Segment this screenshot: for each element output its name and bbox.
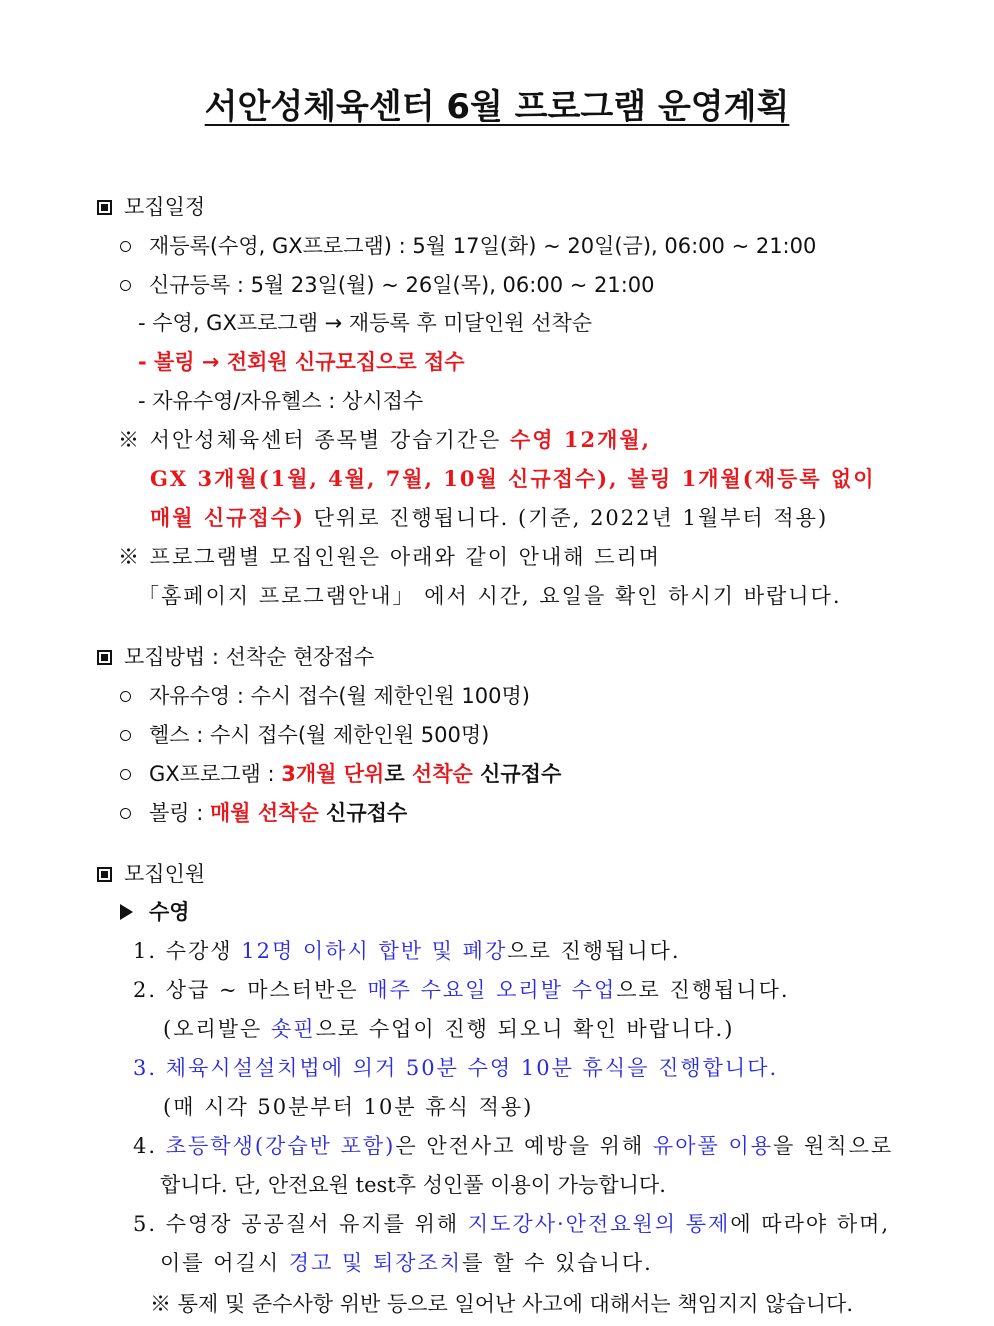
recruit-item-2: 2. 상급 ~ 마스터반은 매주 수요일 오리발 수업으로 진행됩니다.	[133, 978, 790, 1002]
recruit-swim-heading: 수영	[120, 898, 190, 926]
schedule-free: - 자유수영/자유헬스 : 상시접수	[138, 389, 424, 413]
schedule-note2-line2: 「홈페이지 프로그램안내」 에서 시간, 요일을 확인 하시기 바랍니다.	[138, 584, 842, 608]
method-free-swim: 자유수영 : 수시 접수(월 제한인원 100명)	[120, 682, 530, 710]
square-bullet-icon	[97, 867, 112, 882]
recruit-note: ※ 통제 및 준수사항 위반 등으로 일어난 사고에 대해서는 책임지지 않습니다.	[150, 1292, 854, 1316]
schedule-re-register: 재등록(수영, GX프로그램) : 5월 17일(화) ~ 20일(금), 06:00 ~ 21:00	[120, 232, 816, 260]
recruit-item-4: 4. 초등학생(강습반 포함)은 안전사고 예방을 위해 유아풀 이용을 원칙으로	[133, 1134, 894, 1158]
square-bullet-icon	[97, 650, 112, 665]
recruit-item-3-sub: (매 시각 50분부터 10분 휴식 적용)	[163, 1095, 534, 1119]
recruit-item-5: 5. 수영장 공공질서 유지를 위해 지도강사·안전요원의 통제에 따라야 하며,	[133, 1212, 891, 1236]
section-heading-method: 모집방법 : 선착순 현장접수	[97, 643, 374, 671]
recruit-item-1: 1. 수강생 12명 이하시 합반 및 폐강으로 진행됩니다.	[133, 939, 681, 963]
triangle-bullet-icon	[120, 904, 133, 920]
recruit-item-3: 3. 체육시설설치법에 의거 50분 수영 10분 휴식을 진행합니다.	[133, 1056, 779, 1080]
method-health: 헬스 : 수시 접수(월 제한인원 500명)	[120, 721, 489, 749]
section-heading-recruit: 모집인원	[97, 860, 205, 888]
schedule-swim-gx: - 수영, GX프로그램 → 재등록 후 미달인원 선착순	[138, 311, 593, 335]
circle-bullet-icon	[120, 769, 131, 780]
schedule-new-register: 신규등록 : 5월 23일(월) ~ 26일(목), 06:00 ~ 21:00	[120, 271, 655, 299]
method-gx: GX프로그램 : 3개월 단위로 선착순 신규접수	[120, 760, 561, 788]
circle-bullet-icon	[120, 730, 131, 741]
schedule-note1-line1: ※ 서안성체육센터 종목별 강습기간은 수영 12개월,	[118, 427, 651, 452]
schedule-note1-line2: GX 3개월(1월, 4월, 7월, 10월 신규접수), 볼링 1개월(재등록 없이	[150, 466, 876, 491]
circle-bullet-icon	[120, 280, 131, 291]
square-bullet-icon	[97, 200, 112, 215]
schedule-bowling: - 볼링 → 전회원 신규모집으로 접수	[138, 350, 465, 374]
circle-bullet-icon	[120, 241, 131, 252]
circle-bullet-icon	[120, 691, 131, 702]
schedule-note2-line1: ※ 프로그램별 모집인원은 아래와 같이 안내해 드리며	[118, 545, 662, 569]
recruit-item-4-sub: 합니다. 단, 안전요원 test후 성인풀 이용이 가능합니다.	[160, 1173, 666, 1197]
recruit-item-5-sub: 이를 어길시 경고 및 퇴장조치를 할 수 있습니다.	[160, 1251, 653, 1275]
schedule-note1-line3: 매월 신규접수) 단위로 진행됩니다. (기준, 2022년 1월부터 적용)	[150, 505, 829, 530]
page-title: 서안성체육센터 6월 프로그램 운영계획	[204, 87, 790, 127]
circle-bullet-icon	[120, 808, 131, 819]
method-bowling: 볼링 : 매월 선착순 신규접수	[120, 799, 407, 827]
section-heading-schedule: 모집일정	[97, 193, 205, 221]
recruit-item-2-sub: (오리발은 숏핀으로 수업이 진행 되오니 확인 바랍니다.)	[163, 1017, 735, 1041]
